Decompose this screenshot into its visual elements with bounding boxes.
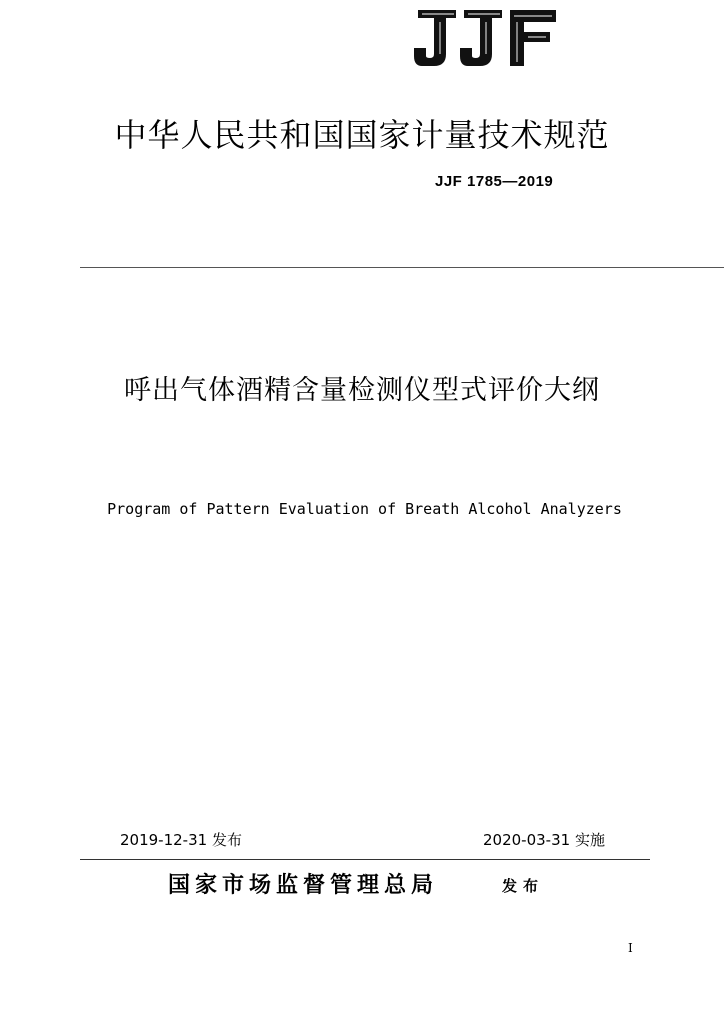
top-divider: [80, 267, 724, 268]
document-title-english: Program of Pattern Evaluation of Breath Alcohol Analyzers: [107, 500, 622, 518]
issuing-authority: 国家市场监督管理总局: [168, 872, 439, 898]
jjf-logo: [410, 8, 560, 70]
implementation-date: 2020-03-31 实施: [483, 831, 605, 849]
document-title-chinese: 呼出气体酒精含量检测仪型式评价大纲: [124, 375, 600, 406]
jjf-logo-text: [410, 70, 411, 71]
jjf-logo-icon: [410, 8, 560, 70]
standard-category-title: 中华人民共和国国家计量技术规范: [114, 116, 610, 154]
issue-date: 2019-12-31 发布: [120, 831, 242, 849]
issued-by-label: 发布: [502, 877, 545, 895]
bottom-divider: [80, 859, 650, 860]
page-number: I: [628, 941, 633, 955]
standard-number: JJF 1785—2019: [435, 173, 554, 190]
